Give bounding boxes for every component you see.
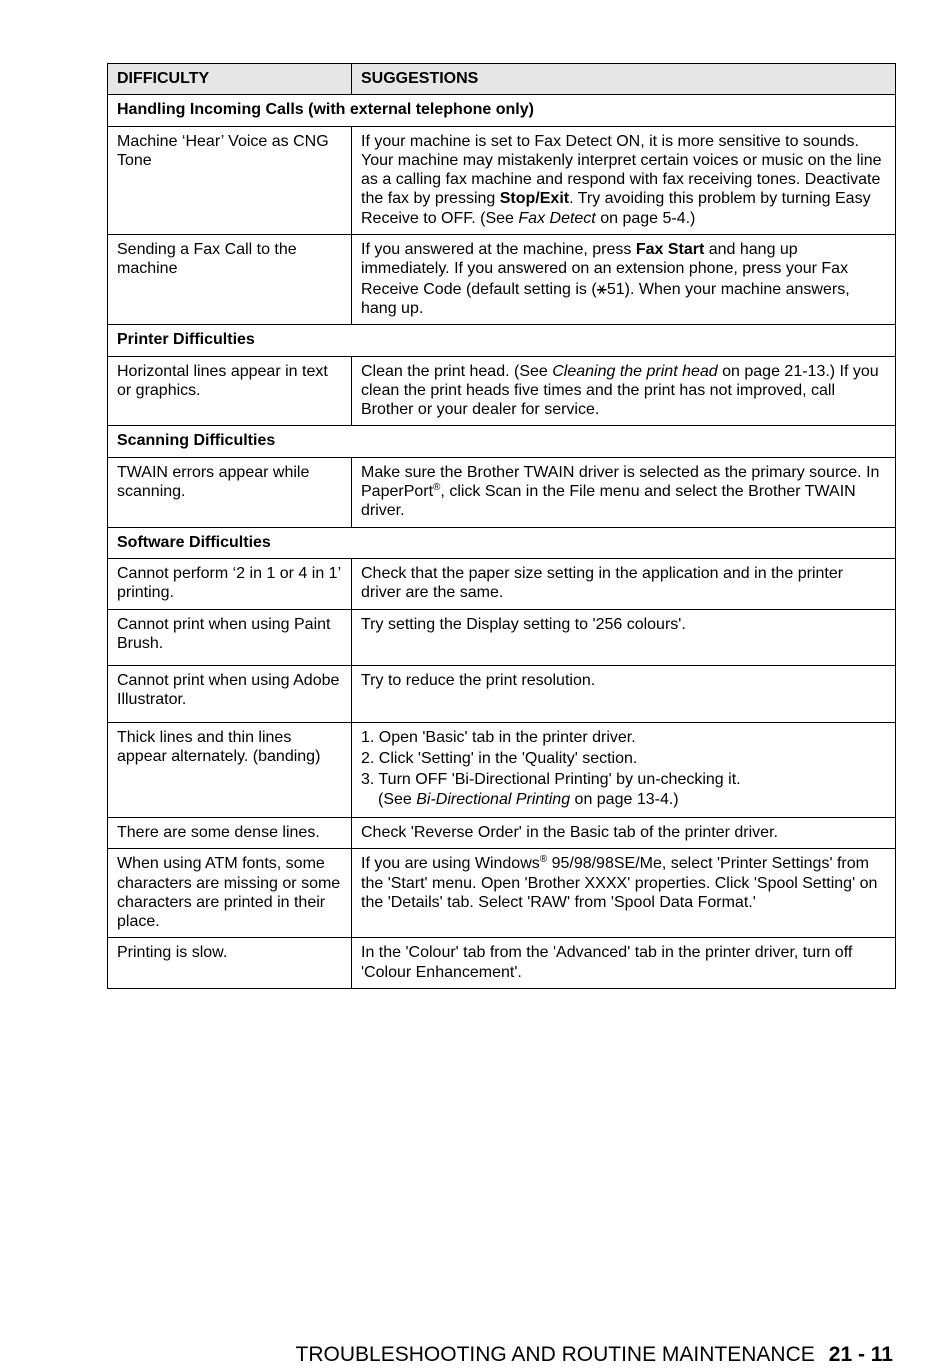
difficulty-cell: When using ATM fonts, some characters are missing or some characters are printed in their place. [108, 849, 352, 938]
table-row [108, 817, 896, 848]
suggestion-cell: Make sure the Brother TWAIN driver is selected as the primary source. In PaperPort®, click Scan in the File menu and select the Brother TWAIN driver. [352, 457, 896, 527]
difficulty-cell: Cannot perform ‘2 in 1 or 4 in 1’ printing. [108, 558, 352, 609]
suggestion-cell: In the 'Colour' tab from the 'Advanced' tab in the printer driver, turn off 'Colour Enhancement'. [352, 938, 896, 989]
section-software: Software Difficulties [108, 527, 896, 558]
section-scanning: Scanning Difficulties [108, 426, 896, 457]
section-row [108, 95, 896, 126]
difficulty-cell: Machine ‘Hear’ Voice as CNG Tone [108, 126, 352, 234]
difficulty-cell: TWAIN errors appear while scanning. [108, 457, 352, 527]
table-row [108, 609, 896, 666]
list-item: 3. Turn OFF 'Bi-Directional Printing' by un-checking it. (See Bi-Directional Printing on page 13-4.) [361, 771, 741, 808]
page-footer [0, 1342, 893, 1368]
section-printer: Printer Difficulties [108, 325, 896, 356]
suggestion-cell: Try to reduce the print resolution. [352, 666, 896, 723]
header-difficulty: DIFFICULTY [108, 64, 352, 95]
table-header-row [108, 64, 896, 95]
table-row [108, 938, 896, 989]
table-row [108, 558, 896, 609]
suggestion-cell: Clean the print head. (See Cleaning the print head on page 21-13.) If you clean the print heads five times and the print has not improved, call Brother or your dealer for service. [352, 356, 896, 426]
table-row [108, 235, 896, 325]
difficulty-cell: There are some dense lines. [108, 817, 352, 848]
difficulty-cell: Thick lines and thin lines appear alternately. (banding) [108, 722, 352, 817]
table-row [108, 666, 896, 723]
table-row [108, 457, 896, 527]
suggestion-cell: If your machine is set to Fax Detect ON, it is more sensitive to sounds. Your machine may mistakenly interpret certain voices or music on the line as a calling fax machine and respond with fax receiving tones. Deactivate the fax by pressing Stop/Exit. Try avoiding this problem by turning Easy Receive to OFF. (See Fax Detect on page 5-4.) [352, 126, 896, 234]
section-row [108, 426, 896, 457]
page-number: 21 - 11 [828, 1343, 893, 1366]
suggestion-cell: Check that the paper size setting in the application and in the printer driver are the same. [352, 558, 896, 609]
steps-list [361, 728, 886, 809]
list-item: 2. Click 'Setting' in the 'Quality' section. [361, 750, 638, 768]
difficulty-cell: Horizontal lines appear in text or graphics. [108, 356, 352, 426]
suggestion-cell [352, 722, 896, 817]
difficulty-cell: Printing is slow. [108, 938, 352, 989]
troubleshooting-table [107, 63, 896, 989]
suggestion-cell: If you are using Windows® 95/98/98SE/Me, select 'Printer Settings' from the 'Start' menu. Open 'Brother XXXX' properties. Click 'Spool Setting' on the 'Details' tab. Select 'RAW' from 'Spool Data Format.' [352, 849, 896, 938]
table-row [108, 126, 896, 234]
suggestion-cell: Check 'Reverse Order' in the Basic tab of the printer driver. [352, 817, 896, 848]
difficulty-cell: Cannot print when using Adobe Illustrator. [108, 666, 352, 723]
list-item: 1. Open 'Basic' tab in the printer driver. [361, 728, 636, 746]
section-incoming-calls: Handling Incoming Calls (with external telephone only) [108, 95, 896, 126]
section-row [108, 527, 896, 558]
star-key-icon: ⚹ [596, 278, 607, 298]
table-row [108, 849, 896, 938]
footer-title: TROUBLESHOOTING AND ROUTINE MAINTENANCE [295, 1343, 815, 1366]
difficulty-cell: Sending a Fax Call to the machine [108, 235, 352, 325]
table-row [108, 356, 896, 426]
suggestion-cell: If you answered at the machine, press Fax Start and hang up immediately. If you answered on an extension phone, press your Fax Receive Code (default setting is (⚹51). When your machine answers, hang up. [352, 235, 896, 325]
table-row [108, 722, 896, 817]
difficulty-cell: Cannot print when using Paint Brush. [108, 609, 352, 666]
header-suggestions: SUGGESTIONS [352, 64, 896, 95]
suggestion-cell: Try setting the Display setting to '256 colours'. [352, 609, 896, 666]
section-row [108, 325, 896, 356]
